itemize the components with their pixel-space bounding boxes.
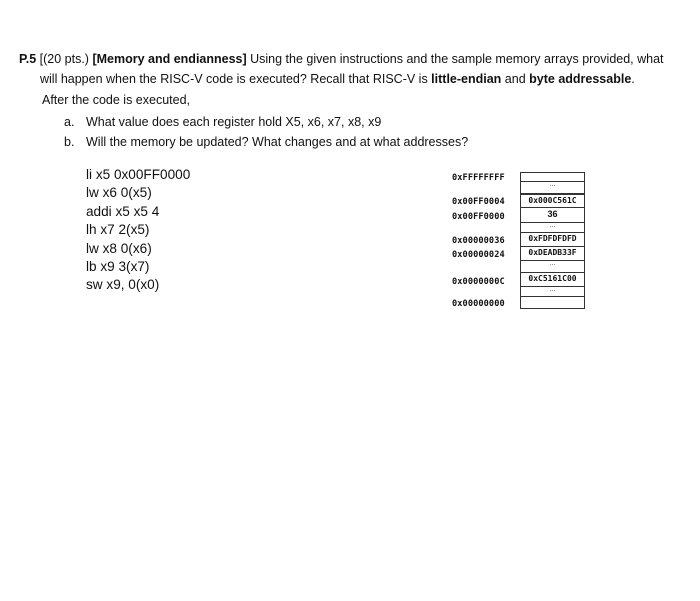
code-line: li x5 0x00FF0000 [86,167,191,182]
problem-text-2c: . [631,72,635,86]
memory-ellipsis: ... [520,223,585,233]
problem-text-1: Using the given instructions and the sample memory arrays provided, what [246,52,664,66]
code-line: lh x7 2(x5) [86,222,150,238]
code-line: lw x8 0(x6) [86,240,152,256]
little-endian-term: little-endian [431,72,502,86]
problem-topic: [Memory and endianness] [92,52,247,66]
byte-addressable-term: byte addressable [529,72,632,86]
memory-ellipsis: ... [520,287,585,297]
address-label: 0x0000000C [452,277,505,287]
code-listing [86,166,190,295]
memory-cell: 36 [520,208,585,223]
code-line: sw x9, 0(x0) [86,277,160,293]
memory-cell-bottom [520,297,585,309]
address-label: 0x00000000 [452,299,505,309]
problem-line-3: After the code is executed, [42,93,191,107]
question-a-marker: a. [64,115,75,129]
problem-text-2b: and [501,72,530,86]
question-b-marker: b. [64,135,75,149]
code-line: lb x9 3(x7) [86,259,150,275]
question-a [64,114,382,130]
memory-cell: 0x000C561C [520,194,585,208]
problem-points: [(20 pts.) [39,52,89,66]
address-label: 0x00FF0000 [452,212,505,222]
memory-ellipsis: ... [520,261,585,273]
question-b-text: Will the memory be updated? What changes and at what addresses? [86,135,469,149]
address-label: 0x00000024 [452,250,505,260]
problem-line-1 [19,51,664,67]
address-label: 0x00000036 [452,236,505,246]
memory-cell: 0xDEADB33F [520,247,585,261]
question-a-text: What value does each register hold X5, x6, x7, x8, x9 [86,115,382,129]
address-label: 0xFFFFFFFF [452,173,505,183]
code-line: lw x6 0(x5) [86,185,152,201]
question-b [64,134,469,150]
memory-ellipsis: ... [520,182,585,194]
code-line: addi x5 x5 4 [86,203,160,219]
address-label: 0x00FF0004 [452,197,505,207]
memory-cell: 0xC5161C00 [520,273,585,287]
problem-line-2 [40,71,635,87]
memory-cell: 0xFDFDFDFD [520,233,585,247]
problem-text-2a: will happen when the RISC-V code is executed? Recall that RISC-V is [40,72,432,86]
problem-number: P.5 [19,52,37,66]
